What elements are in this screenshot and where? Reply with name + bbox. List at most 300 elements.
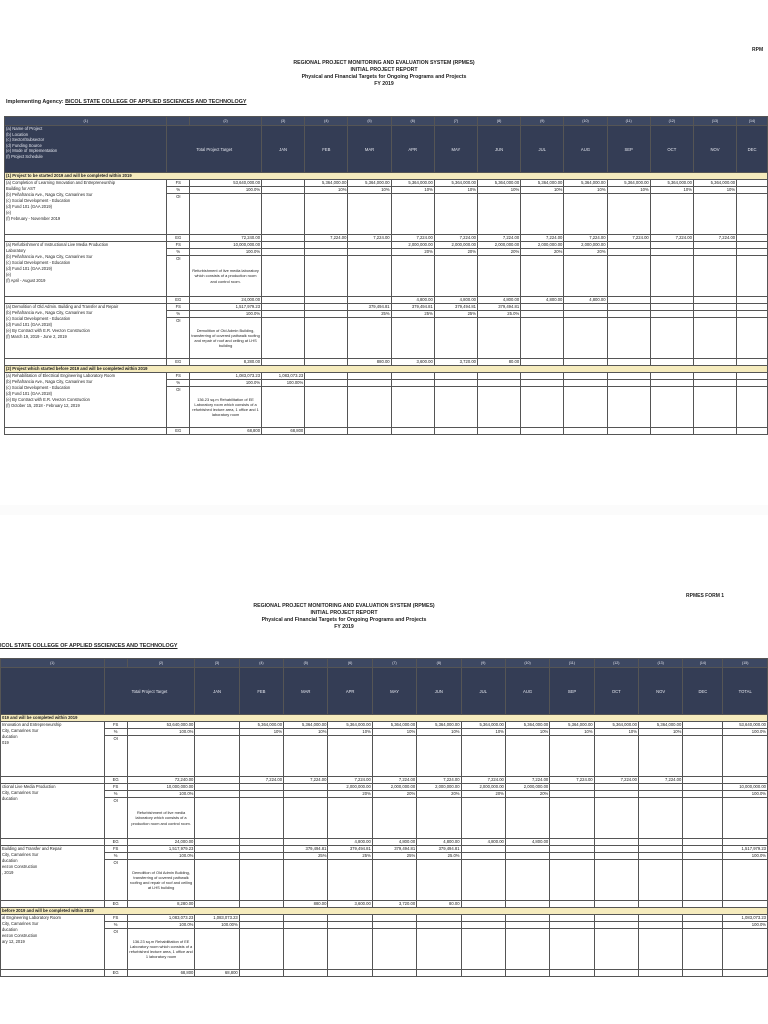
month-cell [417,970,461,977]
month-cell [505,929,549,970]
month-cell [564,318,607,359]
month-cell: 25% [372,853,416,860]
month-cell [348,318,391,359]
report-title-block [0,60,768,88]
month-cell [737,256,768,297]
report-title-line: INITIAL PROJECT REPORT [350,67,418,73]
month-cell: 5,364,000.00 [434,180,477,187]
month-cell [328,970,372,977]
month-cell: 25% [348,311,391,318]
month-cell [638,929,682,970]
project-description-spacer [5,359,167,366]
output-indicator-note: Refurbishment of live media laboratory which consists of a production room and control room. [190,256,262,297]
month-cell [594,922,638,929]
project-row-oi [1,860,768,901]
month-cell: 7,224.00 [550,777,594,784]
section-band-label: (2) Project which started before 2019 and will be completed within 2019 [5,366,768,373]
month-cell [550,915,594,922]
field-label: (f) Project Schedule [6,153,43,159]
total-target-cell: 100.0% [190,380,262,387]
month-cell [638,853,682,860]
total-target-cell: 100.0% [127,791,195,798]
month-cell [550,784,594,791]
month-cell [195,860,239,901]
month-cell: 7,224.00 [305,235,348,242]
month-cell [693,359,736,366]
month-cell: 379,494.81 [477,304,520,311]
month-cell [683,915,723,922]
col-number: (6) [328,659,372,668]
total-target-cell: 68,800 [127,970,195,977]
project-description-spacer [5,297,167,304]
month-cell [594,970,638,977]
field-label: (c) Sector/Subsector [6,137,45,143]
month-cell: 10% [305,187,348,194]
month-cell [348,242,391,249]
month-cell [417,922,461,929]
row-code: % [167,249,190,256]
month-header: JAN [195,668,239,715]
month-cell [461,798,505,839]
row-code: EG [167,359,190,366]
month-header: AUG [505,668,549,715]
month-cell [284,970,328,977]
month-cell [550,922,594,929]
month-cell [638,915,682,922]
row-code: FS [104,915,127,922]
month-cell [461,970,505,977]
total-target-cell: 24,000.00 [127,839,195,846]
month-cell [505,736,549,777]
project-description [1,915,105,970]
row-code: FS [104,722,127,729]
month-cell [505,860,549,901]
section-band-label: before 2019 and will be completed within 2019 [1,908,768,915]
month-cell [693,297,736,304]
month-cell [461,736,505,777]
agency-name: ICOL STATE COLLEGE OF APPLIED SSCIENCES AND TECHNOLOGY [0,643,178,649]
month-cell: 68,800 [262,428,305,435]
month-cell [477,373,520,380]
month-header: FEB [239,668,283,715]
project-row-fs [1,915,768,922]
month-cell [683,860,723,901]
output-indicator-note: Refurbishment of live media laboratory which consists of a production room and control room. [127,798,195,839]
col-number: (5) [284,659,328,668]
project-row-eg [5,235,768,242]
total-target-cell: 1,517,979.23 [127,846,195,853]
month-cell [195,791,239,798]
table-header [5,117,768,173]
project-description-line: (b) Peñafrancia Ave., Naga City, Camarines Sur [6,192,93,197]
month-cell [305,373,348,380]
form-tag: RPM [752,47,764,53]
month-cell: 10% [391,187,434,194]
month-cell [417,915,461,922]
month-cell [477,194,520,235]
project-description-line: City, Camarines Sur [2,852,39,857]
project-description-line: , 2019 [2,870,14,875]
month-cell: 7,224.00 [564,235,607,242]
project-description-line: (a) Refurbishment of Instructional Live Media Production [6,242,109,247]
month-cell: 4,800.00 [521,297,564,304]
month-cell: 7,224.00 [594,777,638,784]
project-row-fs [5,242,768,249]
report-title-block [0,603,728,631]
report-title-line: REGIONAL PROJECT MONITORING AND EVALUATION SYSTEM (RPMES) [253,603,435,609]
project-description-line: eezon Construction [2,864,38,869]
project-description [1,784,105,839]
total-target-cell: 53,640,000.00 [190,180,262,187]
month-cell: 7,224.00 [284,777,328,784]
report-title-line: Physical and Financial Targets for Ongoing Programs and Projects [301,74,467,80]
month-cell: 10% [477,187,520,194]
month-cell: 20% [564,249,607,256]
project-description-line: Laboratory [6,248,26,253]
month-cell [477,387,520,428]
month-cell [239,791,283,798]
month-cell [594,929,638,970]
month-cell [305,242,348,249]
project-description-line: (d) Fund 101 (GAA 2018) [6,322,52,327]
col-number: (10) [505,659,549,668]
month-cell: 5,364,000.00 [521,180,564,187]
month-cell: 25% [284,853,328,860]
month-cell: 5,364,000.00 [284,722,328,729]
month-cell [650,380,693,387]
month-cell: 1,083,073.23 [195,915,239,922]
month-cell [348,297,391,304]
project-description-line: (c) Social Development - Education [6,260,71,265]
col-number: (3) [195,659,239,668]
project-row-eg [1,970,768,977]
month-cell: 7,224.00 [239,777,283,784]
project-description-line: 019 [2,740,9,745]
month-cell: 2,000,000.00 [564,242,607,249]
month-cell [638,784,682,791]
month-cell: 20% [391,249,434,256]
month-cell: 80.00 [477,359,520,366]
month-cell [434,387,477,428]
row-code: % [167,380,190,387]
month-cell [284,736,328,777]
project-description-spacer [1,970,105,977]
month-cell: 3,600.00 [328,901,372,908]
month-cell [550,846,594,853]
total-target-cell: 10,000,000.00 [190,242,262,249]
month-cell [693,256,736,297]
month-cell [650,318,693,359]
month-cell [461,860,505,901]
project-description-line: (d) Fund 101 (GAA 2019) [6,266,52,271]
project-description-line: (a) Demolition of Old Admin. Building and Transfer and Repair [6,304,119,309]
month-cell [638,846,682,853]
total-target-cell: 8,280.00 [190,359,262,366]
month-cell [477,256,520,297]
month-cell: 5,364,000.00 [461,722,505,729]
month-cell [521,304,564,311]
month-cell [195,846,239,853]
month-cell [521,387,564,428]
month-cell [195,777,239,784]
month-cell [262,297,305,304]
row-code: FS [167,304,190,311]
row-code: EG [104,839,127,846]
month-cell [305,297,348,304]
month-cell: 10% [564,187,607,194]
month-cell [195,839,239,846]
month-cell [391,256,434,297]
project-description-line: Building for AST [6,186,36,191]
month-cell [521,311,564,318]
month-cell [564,373,607,380]
total-target-cell: 100.0% [127,853,195,860]
month-cell [564,380,607,387]
month-cell [305,249,348,256]
month-cell [372,970,416,977]
month-cell: 7,224.00 [693,235,736,242]
month-cell [505,970,549,977]
month-cell [305,194,348,235]
month-cell: 2,000,000.00 [391,242,434,249]
project-description-line: (e) [6,272,12,277]
month-cell: 2,000,000.00 [417,784,461,791]
month-cell [461,929,505,970]
project-row-fs [1,846,768,853]
month-cell [434,373,477,380]
month-cell: 5,364,000.00 [505,722,549,729]
project-description-line: (f) April - August 2019 [6,278,46,283]
month-cell [521,194,564,235]
month-cell [239,860,283,901]
col-number: (7) [434,117,477,126]
month-cell: 7,224.00 [521,235,564,242]
month-cell [391,373,434,380]
month-cell [284,860,328,901]
grand-total-cell: 53,640,000.00 [723,722,768,729]
month-cell: 7,224.00 [650,235,693,242]
month-cell [505,798,549,839]
col-number: (10) [564,117,607,126]
month-cell [262,359,305,366]
month-cell: 379,494.81 [328,846,372,853]
month-cell [607,249,650,256]
month-cell [239,798,283,839]
month-cell [650,256,693,297]
month-cell [348,387,391,428]
month-cell [348,373,391,380]
month-cell: 10% [638,729,682,736]
project-description-line: (d) Fund 101 (GAA 2019) [6,204,52,209]
month-cell: 880.00 [348,359,391,366]
month-cell [521,380,564,387]
project-description-line: (d) Fund 101 (GAA 2018) [6,391,52,396]
month-cell [683,853,723,860]
project-description-line: (c) Social Development - Education [6,385,71,390]
month-header: MAR [348,126,391,173]
month-cell [650,359,693,366]
month-cell [348,194,391,235]
col-number: (3) [262,117,305,126]
field-label: (d) Funding Source [6,142,42,148]
project-row-pct [1,853,768,860]
row-code: FS [167,373,190,380]
grand-total-cell [723,736,768,777]
total-target-cell: 100.0% [127,729,195,736]
month-cell [737,311,768,318]
month-cell [550,798,594,839]
month-header: DEC [737,126,768,173]
month-cell [638,860,682,901]
month-cell [505,853,549,860]
total-target-cell: 72,240.00 [127,777,195,784]
month-cell [737,359,768,366]
col-number: (12) [650,117,693,126]
month-cell: 7,224.00 [391,235,434,242]
month-cell [594,846,638,853]
month-cell: 7,224.00 [607,235,650,242]
month-cell: 20% [328,791,372,798]
project-description [5,180,167,235]
month-cell: 379,494.81 [372,846,416,853]
month-header: JUN [477,126,520,173]
month-cell [594,798,638,839]
month-cell: 20% [417,791,461,798]
grand-total-cell [723,777,768,784]
month-cell [461,922,505,929]
month-cell [239,846,283,853]
col-number: (1) [1,659,105,668]
month-cell [417,860,461,901]
month-cell: 2,000,000.00 [328,784,372,791]
month-cell [564,311,607,318]
total-target-cell: 100.0% [190,187,262,194]
month-cell: 10% [434,187,477,194]
month-cell: 5,364,000.00 [564,180,607,187]
project-description-line: ducation [2,734,18,739]
month-cell [239,736,283,777]
month-header: APR [391,126,434,173]
month-cell [550,970,594,977]
month-cell: 10% [372,729,416,736]
month-cell: 20% [505,791,549,798]
project-row-eg [5,297,768,304]
month-cell [195,784,239,791]
month-cell [262,256,305,297]
month-cell: 10% [239,729,283,736]
project-row-oi [1,798,768,839]
month-cell [284,922,328,929]
month-cell [477,318,520,359]
month-cell [505,846,549,853]
month-cell: 3,600.00 [391,359,434,366]
month-cell: 5,364,000.00 [391,180,434,187]
month-cell [550,736,594,777]
month-cell [372,798,416,839]
project-description-spacer [1,839,105,846]
project-description-line: ducation [2,858,18,863]
month-cell [683,970,723,977]
month-cell [239,784,283,791]
row-code: EG [104,901,127,908]
project-description [5,304,167,359]
month-cell: 379,494.81 [391,304,434,311]
grand-total-header: TOTAL [723,668,768,715]
project-description-line: ary 12, 2019 [2,939,25,944]
project-row-fs [1,784,768,791]
month-cell [328,860,372,901]
month-header: OCT [650,126,693,173]
month-cell [391,318,434,359]
month-cell: 25% [391,311,434,318]
month-cell [284,798,328,839]
month-header: JUN [417,668,461,715]
project-description-spacer [5,235,167,242]
month-cell [550,791,594,798]
month-cell [550,839,594,846]
month-cell [737,387,768,428]
month-cell [650,373,693,380]
month-cell [262,387,305,428]
month-header: JUL [521,126,564,173]
month-cell [683,901,723,908]
month-cell [693,304,736,311]
month-header: MAY [434,126,477,173]
month-cell: 7,224.00 [505,777,549,784]
month-cell [650,387,693,428]
total-target-cell: 1,083,073.23 [127,915,195,922]
month-cell: 4,800.00 [477,297,520,304]
month-cell: 25% [434,311,477,318]
col-number: (9) [521,117,564,126]
month-cell: 7,224.00 [477,235,520,242]
project-description-line: (f) March 19, 2019 - June 2, 2019 [6,334,67,339]
month-cell [284,929,328,970]
month-cell: 2,000,000.00 [505,784,549,791]
month-cell [638,791,682,798]
project-row-pct [1,791,768,798]
section-band [5,366,768,373]
month-cell [683,839,723,846]
month-cell [284,839,328,846]
project-row-pct [1,729,768,736]
month-cell [239,922,283,929]
month-cell [262,249,305,256]
month-cell [607,359,650,366]
month-cell [417,736,461,777]
month-cell [594,791,638,798]
month-header: AUG [564,126,607,173]
month-cell [638,798,682,839]
row-code: OI [167,387,190,428]
month-cell [607,380,650,387]
project-row-eg [1,777,768,784]
month-cell [550,929,594,970]
project-description [1,722,105,777]
project-description-line: eezon Construction [2,933,38,938]
month-cell [195,853,239,860]
project-description-line: (e) [6,210,12,215]
project-description-line: Innovation and Entrepreneurship [2,722,62,727]
row-code: EG [167,235,190,242]
month-cell: 5,364,000.00 [305,180,348,187]
month-cell [372,915,416,922]
month-cell [195,736,239,777]
month-cell: 7,224.00 [461,777,505,784]
month-cell [328,798,372,839]
month-cell [564,304,607,311]
month-cell: 20% [372,791,416,798]
